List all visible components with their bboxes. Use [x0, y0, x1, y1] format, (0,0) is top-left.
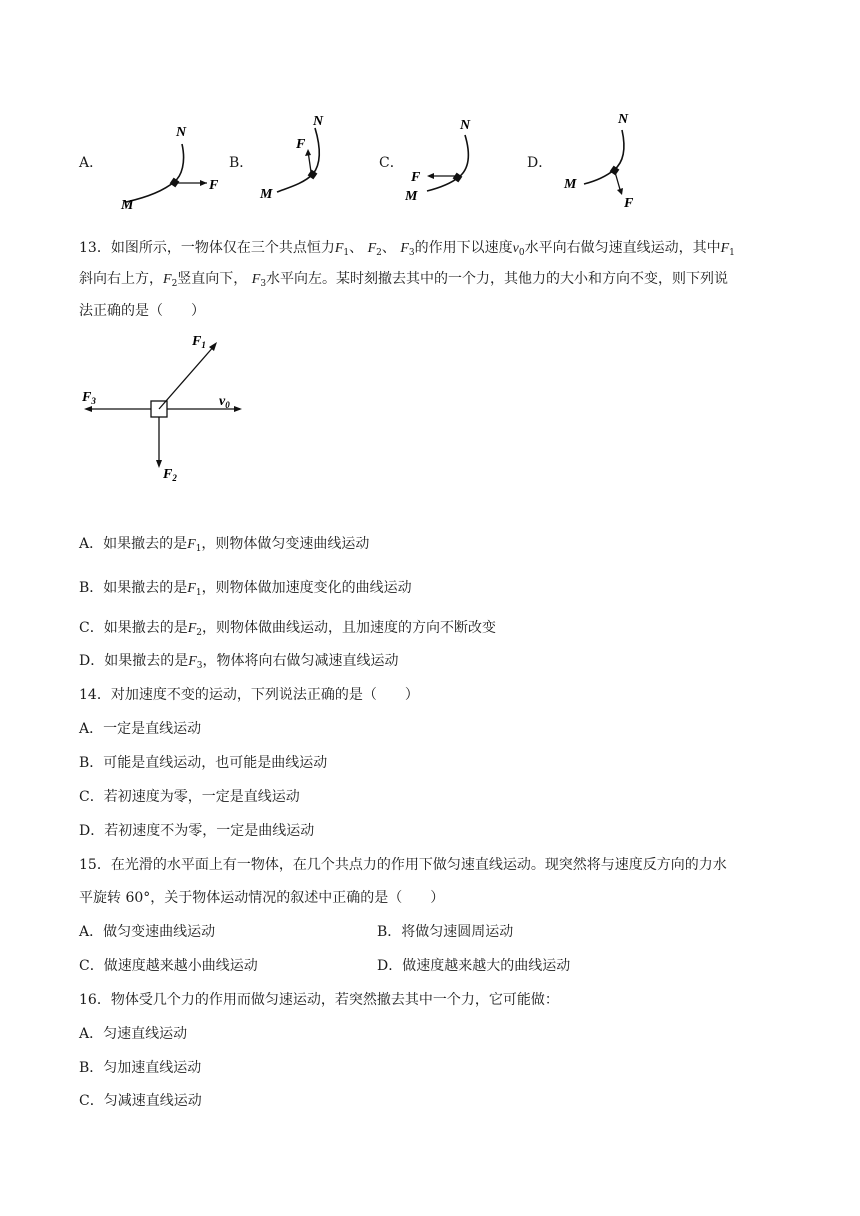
trajectory-curve [126, 144, 184, 202]
q12-option-d-diagram [560, 108, 660, 213]
f3-arrowhead [84, 406, 92, 412]
q16-option-a[interactable]: A．匀速直线运动 [79, 1026, 188, 1042]
q13-stem-line1: 13．如图所示，一物体仅在三个共点恒力$F_1$、 $F_2$、 $F_3$的作用下以速度$v_0$水平向右做匀速直线运动，其中$F_1$ [79, 240, 735, 258]
point-n-label: N [313, 114, 324, 129]
q14-option-d[interactable]: D．若初速度不为零，一定是曲线运动 [79, 823, 315, 839]
q13-stem-line3: 法正确的是（ ） [79, 303, 205, 319]
point-n-label: N [618, 112, 629, 127]
q15-option-a[interactable]: A．做匀变速曲线运动 [79, 924, 216, 940]
trajectory-curve [584, 130, 624, 184]
q13-option-a[interactable]: A．如果撤去的是$F_1$，则物体做匀变速曲线运动 [79, 536, 370, 554]
q13-stem-line2: 斜向右上方，$F_2$竖直向下， $F_3$水平向左。某时刻撤去其中的一个力，其他力的大小和方向不变，则下列说 [79, 271, 729, 289]
q14-option-c[interactable]: C．若初速度为零，一定是直线运动 [79, 789, 300, 805]
q13-option-d[interactable]: D．如果撤去的是$F_3$，物体将向右做匀减速直线运动 [79, 653, 399, 671]
q12-option-b-label[interactable]: B． [229, 155, 254, 171]
q13-option-b[interactable]: B．如果撤去的是$F_1$，则物体做加速度变化的曲线运动 [79, 580, 412, 598]
point-n-label: N [460, 118, 471, 133]
v0-label: $v_0$ [219, 394, 230, 410]
q12-option-c-label[interactable]: C． [379, 155, 404, 171]
q13-force-diagram [80, 325, 250, 495]
point-m-label: M [260, 187, 273, 202]
force-label: F [296, 137, 306, 152]
q13-option-c[interactable]: C．如果撤去的是$F_2$，则物体做曲线运动，且加速度的方向不断改变 [79, 620, 497, 638]
q14-option-b[interactable]: B．可能是直线运动，也可能是曲线运动 [79, 755, 328, 771]
point-n-label: N [176, 125, 187, 140]
f1-arrow [159, 345, 215, 409]
q15-option-c[interactable]: C．做速度越来越小曲线运动 [79, 958, 258, 974]
q12-option-d-label[interactable]: D． [527, 155, 553, 171]
q15-stem-line1: 15．在光滑的水平面上有一物体，在几个共点力的作用下做匀速直线运动。现突然将与速度反方向的力水 [79, 857, 727, 873]
f1-label: $F_1$ [192, 334, 206, 350]
q15-stem-line2: 平旋转 60°，关于物体运动情况的叙述中正确的是（ ） [79, 890, 445, 906]
q16-option-c[interactable]: C．匀减速直线运动 [79, 1093, 202, 1109]
point-m-label: M [121, 198, 134, 213]
f3-label: $F_3$ [82, 390, 96, 406]
v0-arrowhead [234, 406, 242, 412]
q15-option-d[interactable]: D．做速度越来越大的曲线运动 [377, 958, 571, 974]
q12-option-b-diagram [255, 108, 345, 203]
q12-option-a-label[interactable]: A． [79, 155, 104, 171]
q16-stem: 16．物体受几个力的作用而做匀速运动，若突然撤去其中一个力，它可能做： [79, 992, 559, 1008]
q15-option-b[interactable]: B．将做匀速圆周运动 [377, 924, 514, 940]
point-m-label: M [405, 189, 418, 203]
q14-option-a[interactable]: A．一定是直线运动 [79, 721, 202, 737]
q14-stem: 14．对加速度不变的运动，下列说法正确的是（ ） [79, 687, 419, 703]
force-label: F [209, 178, 219, 193]
q12-option-c-diagram [405, 113, 505, 203]
f2-label: $F_2$ [163, 467, 177, 483]
force-label: F [411, 170, 421, 185]
q12-option-a-diagram [110, 112, 230, 217]
force-label: F [624, 196, 634, 211]
point-m-label: M [564, 177, 577, 192]
trajectory-curve [427, 135, 468, 191]
q16-option-b[interactable]: B．匀加速直线运动 [79, 1060, 202, 1076]
